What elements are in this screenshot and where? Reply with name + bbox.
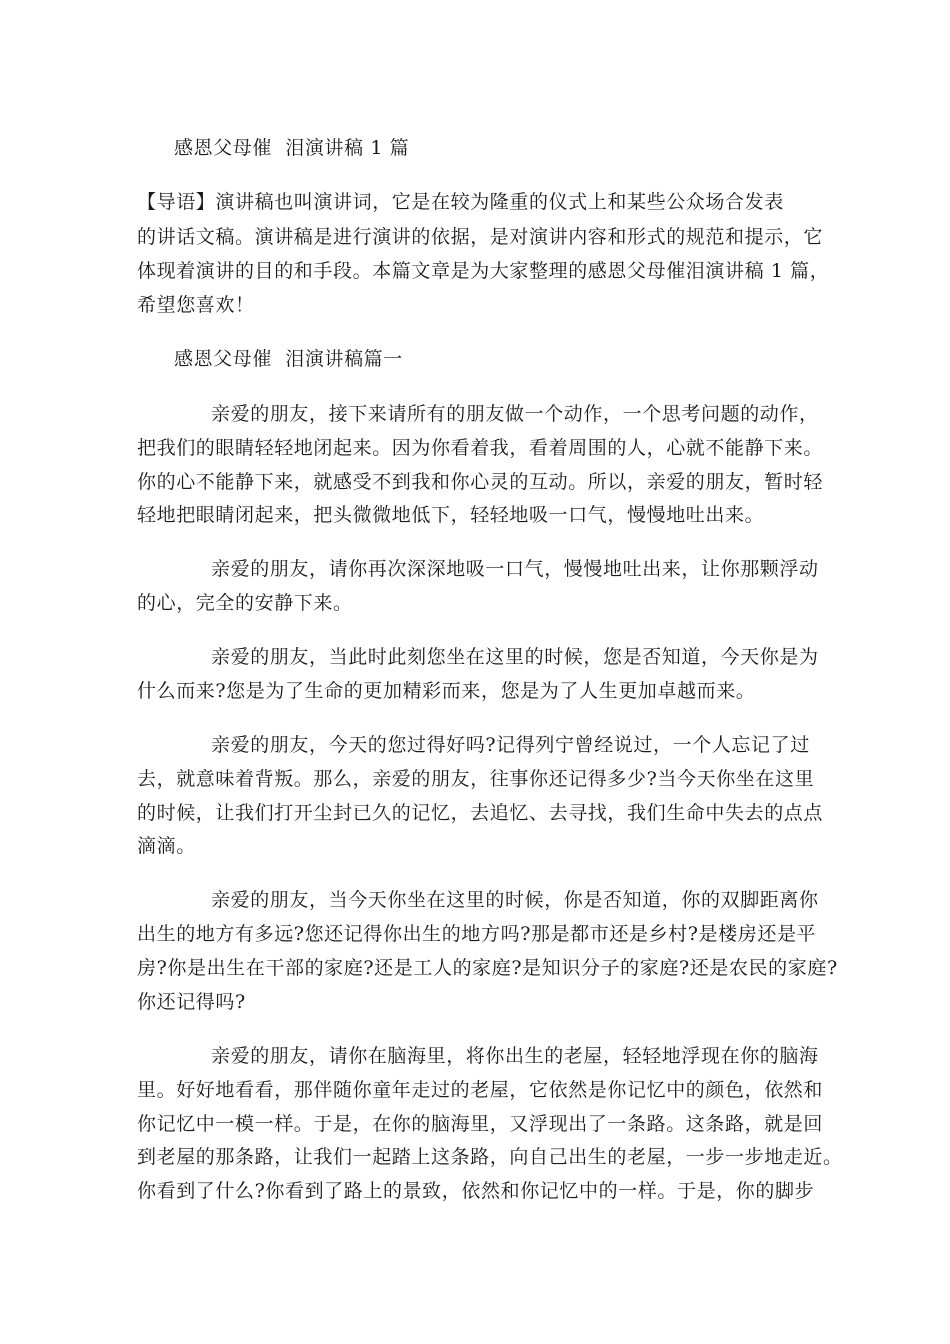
paragraph-line: 的时候，让我们打开尘封已久的记忆，去追忆、去寻找，我们生命中失去的点点: [137, 802, 824, 824]
paragraph-line: 什么而来?您是为了生命的更加精彩而来，您是为了人生更加卓越而来。: [137, 680, 756, 702]
document-title: 感恩父母催 泪演讲稿 1 篇: [174, 137, 410, 159]
paragraph-line: 亲爱的朋友，接下来请所有的朋友做一个动作，一个思考问题的动作，: [211, 403, 819, 425]
paragraph-line: 房?你是出生在干部的家庭?还是工人的家庭?是知识分子的家庭?还是农民的家庭?: [137, 957, 838, 979]
paragraph-line: 亲爱的朋友，当此时此刻您坐在这里的时候，您是否知道，今天你是为: [211, 646, 819, 668]
paragraph-line: 亲爱的朋友，请你在脑海里，将你出生的老屋，轻轻地浮现在你的脑海: [211, 1045, 819, 1067]
paragraph-line: 去，就意味着背叛。那么，亲爱的朋友，往事你还记得多少?当今天你坐在这里: [137, 768, 815, 790]
paragraph-line: 亲爱的朋友，请你再次深深地吸一口气，慢慢地吐出来，让你那颗浮动: [211, 558, 819, 580]
paragraph-line: 到老屋的那条路，让我们一起踏上这条路，向自己出生的老屋，一步一步地走近。: [137, 1146, 843, 1168]
intro-line: 的讲话文稿。演讲稿是进行演讲的依据，是对演讲内容和形式的规范和提示，它: [137, 226, 824, 248]
paragraph-line: 里。好好地看看，那伴随你童年走过的老屋，它依然是你记忆中的颜色，依然和: [137, 1079, 824, 1101]
paragraph-line: 你还记得吗?: [137, 991, 246, 1013]
paragraph-line: 亲爱的朋友，当今天你坐在这里的时候，你是否知道，你的双脚距离你: [211, 889, 819, 911]
intro-line: 【导语】演讲稿也叫演讲词，它是在较为隆重的仪式上和某些公众场合发表: [137, 191, 784, 213]
section-heading: 感恩父母催 泪演讲稿篇一: [174, 348, 403, 370]
paragraph-line: 滴滴。: [137, 835, 196, 857]
intro-line: 体现着演讲的目的和手段。本篇文章是为大家整理的感恩父母催泪演讲稿 1 篇，: [137, 260, 830, 282]
paragraph-line: 亲爱的朋友，今天的您过得好吗?记得列宁曾经说过，一个人忘记了过: [211, 734, 810, 756]
paragraph-line: 出生的地方有多远?您还记得你出生的地方吗?那是都市还是乡村?是楼房还是平: [137, 923, 817, 945]
paragraph-line: 轻地把眼睛闭起来，把头微微地低下，轻轻地吸一口气，慢慢地吐出来。: [137, 504, 765, 526]
paragraph-line: 你的心不能静下来，就感受不到我和你心灵的互动。所以，亲爱的朋友，暂时轻: [137, 471, 824, 493]
paragraph-line: 的心，完全的安静下来。: [137, 592, 353, 614]
paragraph-line: 你看到了什么?你看到了路上的景致，依然和你记忆中的一样。于是，你的脚步: [137, 1180, 815, 1202]
paragraph-line: 你记忆中一模一样。于是，在你的脑海里，又浮现出了一条路。这条路，就是回: [137, 1113, 824, 1135]
intro-line: 希望您喜欢！: [137, 294, 255, 316]
paragraph-line: 把我们的眼睛轻轻地闭起来。因为你看着我，看着周围的人，心就不能静下来。: [137, 437, 824, 459]
